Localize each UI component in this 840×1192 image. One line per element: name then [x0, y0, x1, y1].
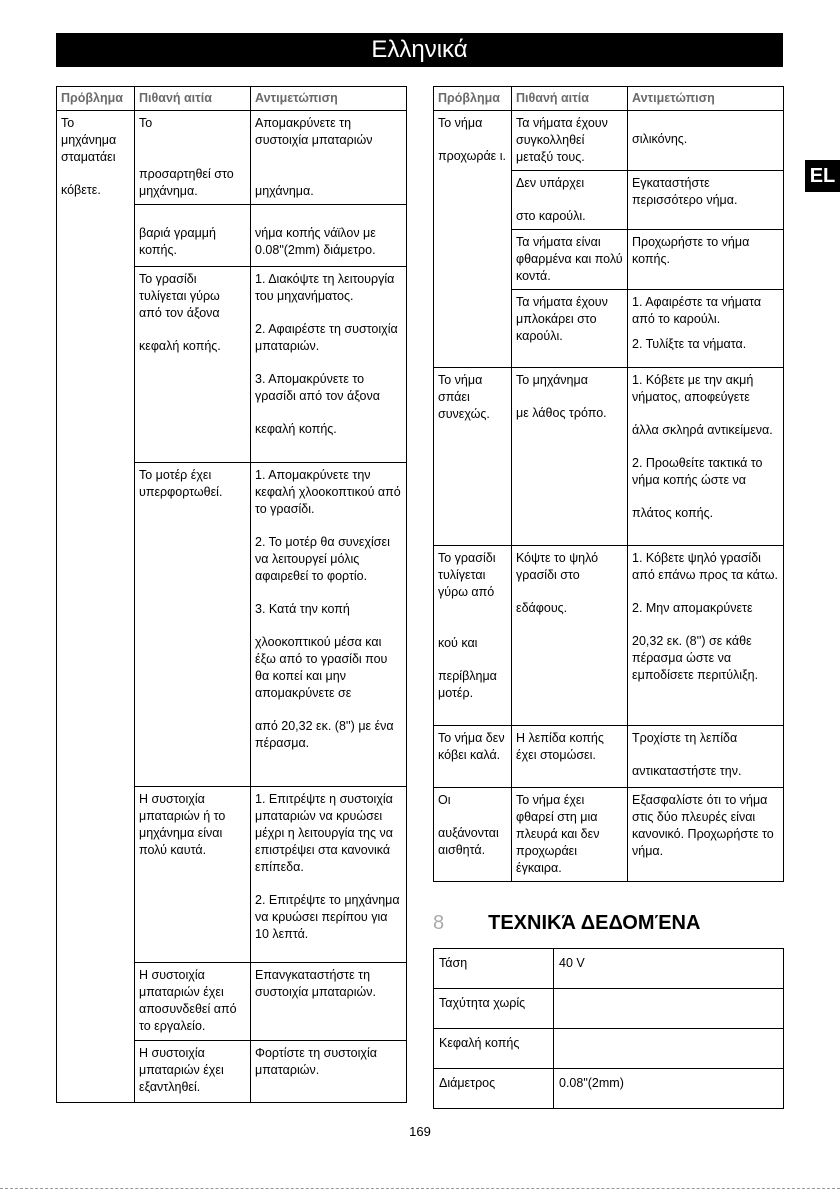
problem-cell — [434, 368, 512, 546]
column-header-problem: Πρόβλημα — [434, 87, 512, 111]
footer-divider — [0, 1188, 840, 1189]
cause-text: εδάφους. — [516, 601, 568, 615]
cause-cell — [512, 726, 628, 788]
spec-value: 0.08"(2mm) — [554, 1069, 784, 1109]
cause-text: Το μηχάνημα — [516, 373, 588, 387]
spec-value: 40 V — [554, 949, 784, 989]
column-header-solution: Αντιμετώπιση — [251, 87, 407, 111]
solution-step: πλάτος κοπής. — [632, 506, 714, 520]
table-row — [434, 949, 784, 989]
cause-cell — [512, 368, 628, 546]
solution-cell — [251, 1041, 407, 1103]
problem-text: Το νήμα σπάει συνεχώς. — [438, 373, 490, 421]
problem-cell — [434, 111, 512, 368]
solution-text: νήμα κοπής νάϊλον με 0.08"(2mm) διάμετρο. — [255, 226, 376, 257]
solution-cell — [251, 111, 407, 205]
problem-cell — [434, 726, 512, 788]
cause-cell — [512, 290, 628, 368]
table-row — [434, 726, 784, 788]
cause-text: Το — [139, 116, 153, 130]
column-header-cause: Πιθανή αιτία — [512, 87, 628, 111]
cause-cell — [512, 171, 628, 230]
cause-text: Το μοτέρ έχει υπερφορτωθεί. — [139, 468, 223, 499]
solution-step: 2. Μην απομακρύνετε — [632, 601, 753, 615]
problem-text: προχωράε ι. — [438, 149, 506, 163]
solution-cell — [628, 290, 784, 368]
cause-cell — [135, 787, 251, 963]
spec-label: Κεφαλή κοπής — [434, 1029, 554, 1069]
problem-cell — [434, 788, 512, 882]
solution-step: 3. Απομακρύνετε το γρασίδι από τον άξονα — [255, 372, 380, 403]
cause-text: Το νήμα έχει φθαρεί στη μια πλευρά και δεν προχωράει έγκαιρα. — [516, 793, 600, 875]
spec-label: Τάση — [434, 949, 554, 989]
solution-step: 1. Κόβετε ψηλό γρασίδι από επάνω προς τα κάτω. — [632, 551, 778, 582]
problem-text: Το — [61, 116, 75, 130]
cause-cell — [135, 463, 251, 787]
solution-cell — [251, 963, 407, 1041]
cause-text: Η συστοιχία μπαταριών έχει εξαντληθεί. — [139, 1046, 224, 1094]
page-number: 169 — [409, 1124, 431, 1139]
language-banner — [56, 33, 783, 67]
problem-text: σταματάει — [61, 150, 116, 164]
column-header-cause: Πιθανή αιτία — [135, 87, 251, 111]
spec-label: Ταχύτητα χωρίς — [434, 989, 554, 1029]
cause-cell — [512, 546, 628, 726]
solution-cell — [628, 788, 784, 882]
solution-step: 2. Αφαιρέστε τη συστοιχία μπαταριών. — [255, 322, 398, 353]
solution-step: 2. Τυλίξτε τα νήματα. — [632, 337, 747, 351]
table-row — [57, 111, 407, 205]
cause-text: Το γρασίδι τυλίγεται γύρω από τον άξονα — [139, 272, 220, 320]
solution-text: Απομακρύνετε τη συστοιχία μπαταριών — [255, 116, 373, 147]
solution-cell — [628, 368, 784, 546]
cause-cell — [512, 230, 628, 290]
solution-step: 1. Κόβετε με την ακμή νήματος, αποφεύγετε — [632, 373, 754, 404]
solution-step: αντικαταστήστε την. — [632, 764, 742, 778]
troubleshooting-table-left — [56, 86, 407, 1103]
table-row — [434, 989, 784, 1029]
table-row — [434, 1029, 784, 1069]
solution-text: Εγκαταστήστε περισσότερο νήμα. — [632, 176, 738, 207]
cause-cell — [135, 1041, 251, 1103]
cause-text: Η συστοιχία μπαταριών ή το μηχάνημα είναι πολύ καυτά. — [139, 792, 226, 857]
language-title: Ελληνικά — [371, 36, 468, 63]
cause-cell — [135, 963, 251, 1041]
spec-label: Διάμετρος — [434, 1069, 554, 1109]
spec-value — [554, 989, 784, 1029]
solution-text: Φορτίστε τη συστοιχία μπαταριών. — [255, 1046, 377, 1077]
table-row — [434, 546, 784, 726]
spec-value — [554, 1029, 784, 1069]
solution-step: άλλα σκληρά αντικείμενα. — [632, 423, 773, 437]
solution-cell — [628, 546, 784, 726]
solution-cell — [251, 205, 407, 267]
solution-step: 3. Κατά την κοπή — [255, 602, 350, 616]
cause-text: Δεν υπάρχει — [516, 176, 585, 190]
problem-text: Το νήμα — [438, 116, 483, 130]
column-header-solution: Αντιμετώπιση — [628, 87, 784, 111]
solution-step: Τροχίστε τη λεπίδα — [632, 731, 738, 745]
cause-text: Η συστοιχία μπαταριών έχει αποσυνδεθεί από το εργαλείο. — [139, 968, 237, 1033]
problem-text: Το νήμα δεν κόβει καλά. — [438, 731, 505, 762]
problem-text: κόβετε. — [61, 183, 101, 197]
solution-step: 2. Επιτρέψτε το μηχάνημα να κρυώσει περίπου για 10 λεπτά. — [255, 893, 400, 941]
solution-step: 1. Αφαιρέστε τα νήματα από το καρούλι. — [632, 295, 762, 326]
cause-cell — [135, 205, 251, 267]
table-row — [434, 1069, 784, 1109]
cause-cell — [512, 111, 628, 171]
section-heading — [433, 912, 700, 935]
solution-cell — [251, 463, 407, 787]
problem-text: περίβλημα μοτέρ. — [438, 669, 497, 700]
section-number: 8 — [433, 912, 445, 934]
section-title: ΤΕΧΝΙΚΆ ΔΕΔΟΜΈΝΑ — [488, 912, 701, 934]
table-row — [434, 368, 784, 546]
solution-text: Επανγκαταστήστε τη συστοιχία μπαταριών. — [255, 968, 377, 999]
solution-step: από 20,32 εκ. (8'') με ένα πέρασμα. — [255, 719, 394, 750]
solution-step: 1. Απομακρύνετε την κεφαλή χλοοκοπτικού από το γρασίδι. — [255, 468, 401, 516]
cause-text: Τα νήματα έχουν μπλοκάρει στο καρούλι. — [516, 295, 608, 343]
table-header-row — [57, 87, 407, 111]
solution-text: σιλικόνης. — [632, 132, 688, 146]
cause-text: Τα νήματα έχουν συγκολληθεί μεταξύ τους. — [516, 116, 608, 164]
cause-text: Η λεπίδα κοπής έχει στομώσει. — [516, 731, 604, 762]
solution-step: 2. Προωθείτε τακτικά το νήμα κοπής ώστε να — [632, 456, 763, 487]
table-row — [434, 111, 784, 171]
column-header-problem: Πρόβλημα — [57, 87, 135, 111]
solution-cell — [251, 267, 407, 463]
solution-cell — [628, 111, 784, 171]
solution-step: χλοοκοπτικού μέσα και έξω από το γρασίδι που θα κοπεί και μην απομακρύνετε σε — [255, 635, 388, 700]
solution-cell — [251, 787, 407, 963]
solution-text: μηχάνημα. — [255, 184, 314, 198]
cause-cell — [135, 111, 251, 205]
cause-text: προσαρτηθεί στο μηχάνημα. — [139, 167, 234, 198]
cause-text: βαριά γραμμή κοπής. — [139, 226, 216, 257]
problem-text: μηχάνημα — [61, 133, 117, 147]
solution-cell — [628, 726, 784, 788]
problem-text: κού και — [438, 636, 478, 650]
solution-step: 1. Επιτρέψτε η συστοιχία μπαταριών να κρυώσει μέχρι η λειτουργία της να επιστρέψει στα κανονικά επίπεδα. — [255, 792, 393, 874]
problem-cell — [434, 546, 512, 726]
table-header-row — [434, 87, 784, 111]
problem-text: αυξάνονται αισθητά. — [438, 826, 499, 857]
spec-table — [433, 948, 784, 1109]
cause-text: κεφαλή κοπής. — [139, 339, 221, 353]
cause-text: στο καρούλι. — [516, 209, 586, 223]
solution-cell — [628, 230, 784, 290]
solution-step: 20,32 εκ. (8'') σε κάθε πέρασμα ώστε να εμποδίσετε περιτύλιξη. — [632, 634, 759, 682]
cause-text: Τα νήματα είναι φθαρμένα και πολύ κοντά. — [516, 235, 623, 283]
cause-cell — [135, 267, 251, 463]
solution-step: κεφαλή κοπής. — [255, 422, 337, 436]
cause-text: με λάθος τρόπο. — [516, 406, 607, 420]
troubleshooting-table-right — [433, 86, 784, 882]
cause-text: Κόψτε το ψηλό γρασίδι στο — [516, 551, 599, 582]
problem-text: Οι — [438, 793, 451, 807]
solution-text: Προχωρήστε το νήμα κοπής. — [632, 235, 750, 266]
solution-cell — [628, 171, 784, 230]
language-tab: EL — [805, 160, 840, 192]
cause-cell — [512, 788, 628, 882]
problem-text: Το γρασίδι τυλίγεται γύρω από — [438, 551, 496, 599]
problem-cell — [57, 111, 135, 1103]
solution-step: 1. Διακόψτε τη λειτουργία του μηχανήματος. — [255, 272, 395, 303]
solution-text: Εξασφαλίστε ότι το νήμα στις δύο πλευρές είναι κανονικό. Προχωρήστε το νήμα. — [632, 793, 774, 858]
solution-step: 2. Το μοτέρ θα συνεχίσει να λειτουργεί μόλις αφαιρεθεί το φορτίο. — [255, 535, 390, 583]
table-row — [434, 788, 784, 882]
